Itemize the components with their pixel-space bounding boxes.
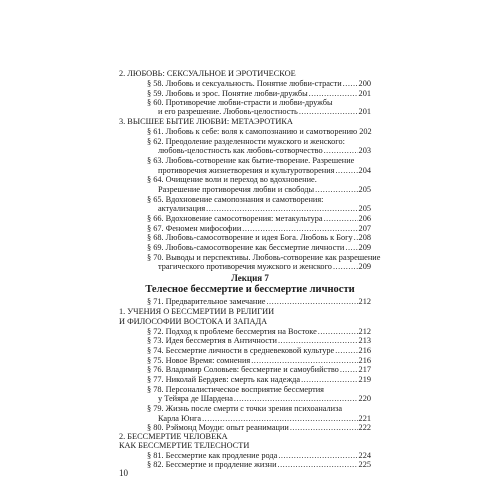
toc-entry-page: 212 <box>358 327 371 336</box>
toc-entry[interactable] <box>147 79 371 89</box>
toc-entry-text: § 82. Бессмертие и продление жизни <box>147 460 277 469</box>
toc-entry-text: § 74. Бессмертие личности в средневековой культуре <box>147 346 335 355</box>
toc-entry-page: 213 <box>358 336 371 345</box>
toc-entry-text: § 73. Идея бессмертия в Античности <box>147 336 277 345</box>
lecture-title: Телесное бессмертие и бессмертие личности <box>145 284 355 295</box>
leader-dots <box>206 204 357 214</box>
leader-dots <box>335 166 357 176</box>
toc-entry-text: § 75. Новое Время: сомнения <box>147 356 251 365</box>
toc-entry-page: 212 <box>358 297 371 306</box>
toc-entry-page: 221 <box>358 414 371 423</box>
toc-entry[interactable] <box>158 262 371 272</box>
toc-entry-text: любовь-целостность как любовь-сотворчество <box>158 146 323 155</box>
leader-dots <box>345 243 357 253</box>
toc-entry-text: § 65. Вдохновение самопознания и самотворения: <box>147 195 324 204</box>
section-heading-immortality-teachings-cont: И ФИЛОСОФИИ ВОСТОКА И ЗАПАДА <box>119 317 268 326</box>
toc-entry-text: Карла Юнга <box>158 414 202 423</box>
leader-dots <box>335 346 357 356</box>
toc-entry[interactable] <box>147 460 371 470</box>
toc-entry[interactable] <box>147 243 371 253</box>
toc-entry-text: § 78. Персоналистическое восприятие бессмертия <box>147 385 324 394</box>
toc-entry-page: 202 <box>359 127 372 136</box>
toc-entry[interactable] <box>158 394 371 404</box>
section-heading-love-sexual: 2. ЛЮБОВЬ: СЕКСУАЛЬНОЕ И ЭРОТИЧЕСКОЕ <box>119 69 296 78</box>
toc-entry-page: 225 <box>358 460 371 469</box>
toc-entry-text: § 77. Николай Бердяев: смерть как надежда <box>147 375 301 384</box>
toc-entry-text: § 71. Предварительное замечание <box>147 297 266 306</box>
leader-dots <box>278 460 358 470</box>
toc-entry-text: § 79. Жизнь после смерти с точки зрения психоанализа <box>147 404 343 413</box>
toc-entry-page: 220 <box>358 394 371 403</box>
toc-entry-page: 200 <box>358 79 371 88</box>
toc-entry-text: Разрешение противоречия любви и свободы <box>158 185 315 194</box>
toc-entry-text: § 69. Любовь-самосотворение как бессмертие личности <box>147 243 345 252</box>
toc-entry-text: § 68. Любовь-самосотворение и идея Бога. Любовь к Богу <box>147 233 353 242</box>
toc-entry-page: 216 <box>358 356 371 365</box>
leader-dots <box>301 375 357 385</box>
toc-entry-text: § 66. Вдохновение самосотворения: метакультура <box>147 214 323 223</box>
toc-entry-text: и его разрешение. Любовь-целостность <box>158 107 298 116</box>
section-heading-metaerotics: 3. ВЫСШЕЕ БЫТИЕ ЛЮБВИ: МЕТАЭРОТИКА <box>119 117 293 126</box>
leader-dots <box>234 394 358 404</box>
toc-entry[interactable] <box>147 127 371 137</box>
toc-entry[interactable] <box>158 107 371 117</box>
toc-entry[interactable] <box>158 185 371 195</box>
toc-entry-text: § 76. Владимир Соловьев: бессмертие и самоубийство <box>147 365 339 374</box>
toc-entry[interactable] <box>147 233 371 243</box>
toc-entry-page: 208 <box>358 233 371 242</box>
leader-dots <box>333 262 358 272</box>
toc-entry-page: 209 <box>358 243 371 252</box>
toc-entry[interactable] <box>147 336 371 346</box>
toc-entry-page: 219 <box>358 375 371 384</box>
toc-entry-page: 209 <box>358 262 371 271</box>
toc-entry-page: 207 <box>358 224 371 233</box>
leader-dots <box>340 365 358 375</box>
toc-entry-text: § 81. Бессмертие как продление рода <box>147 451 278 460</box>
toc-entry-page: 201 <box>358 107 371 116</box>
toc-entry-page: 201 <box>358 89 371 98</box>
leader-dots <box>299 107 358 117</box>
leader-dots <box>278 336 358 346</box>
toc-entry-text: § 60. Противоречие любви-страсти и любви-дружбы <box>147 98 333 107</box>
toc-entry-text: § 67. Феномен мифософии <box>147 224 242 233</box>
leader-dots <box>343 79 358 89</box>
toc-entry-text: § 61. Любовь к себе: воля к самопознанию и самотворению <box>147 127 358 136</box>
toc-entry-page: 203 <box>358 146 371 155</box>
toc-entry-page: 217 <box>358 365 371 374</box>
toc-entry-text: актуализация <box>158 204 206 213</box>
toc-entry-page: 216 <box>358 346 371 355</box>
leader-dots <box>324 146 358 156</box>
leader-dots <box>266 297 357 307</box>
section-heading-bodily-immortality-cont: КАК БЕССМЕРТИЕ ТЕЛЕСНОСТИ <box>119 441 250 450</box>
toc-entry[interactable] <box>158 204 371 214</box>
toc-entry-text: противоречия жизнетворения и культуротворения <box>158 166 335 175</box>
leader-dots <box>315 185 357 195</box>
toc-entry-text: § 62. Преодоление разделенности мужского и женского: <box>147 137 345 146</box>
leader-dots <box>354 233 358 243</box>
toc-entry-text: § 58. Любовь и сексуальность. Понятие любви-страсти <box>147 79 342 88</box>
toc-entry-page: 222 <box>358 423 371 432</box>
lecture-number: Лекция 7 <box>231 273 269 283</box>
section-heading-immortality-teachings: 1. УЧЕНИЯ О БЕССМЕРТИИ В РЕЛИГИИ <box>119 307 275 316</box>
toc-entry-page: 205 <box>358 185 371 194</box>
toc-entry[interactable] <box>147 214 371 224</box>
toc-entry-text: § 80. Рэймонд Моуди: опыт реанимации <box>147 423 289 432</box>
leader-dots <box>324 214 358 224</box>
section-heading-bodily-immortality: 2. БЕССМЕРТИЕ ЧЕЛОВЕКА <box>119 432 228 441</box>
page-number: 10 <box>119 468 128 478</box>
toc-entry[interactable] <box>147 346 371 356</box>
toc-entry-page: 205 <box>358 204 371 213</box>
toc-entry-page: 206 <box>358 214 371 223</box>
toc-entry-text: у Тейяра де Шардена <box>158 394 233 403</box>
toc-entry[interactable] <box>147 365 371 375</box>
toc-entry[interactable] <box>147 297 371 307</box>
toc-entry-page: 224 <box>358 451 371 460</box>
toc-entry-text: § 64. Очищение воли и переход во вдохновение. <box>147 175 317 184</box>
leader-dots <box>290 423 358 433</box>
toc-entry-text: § 59. Любовь и эрос. Понятие любви-дружбы <box>147 89 308 98</box>
toc-entry-page: 204 <box>358 166 371 175</box>
toc-entry-text: § 63. Любовь-сотворение как бытие-творение. Разрешение <box>147 156 355 165</box>
toc-entry-text: § 70. Выводы и перспективы. Любовь-сотворение как разрешение <box>147 253 381 262</box>
toc-entry[interactable] <box>147 375 371 385</box>
toc-entry[interactable] <box>158 146 371 156</box>
toc-entry-text: трагического противоречия мужского и женского <box>158 262 332 271</box>
toc-entry-text: § 72. Подход к проблеме бессмертия на Востоке <box>147 327 317 336</box>
